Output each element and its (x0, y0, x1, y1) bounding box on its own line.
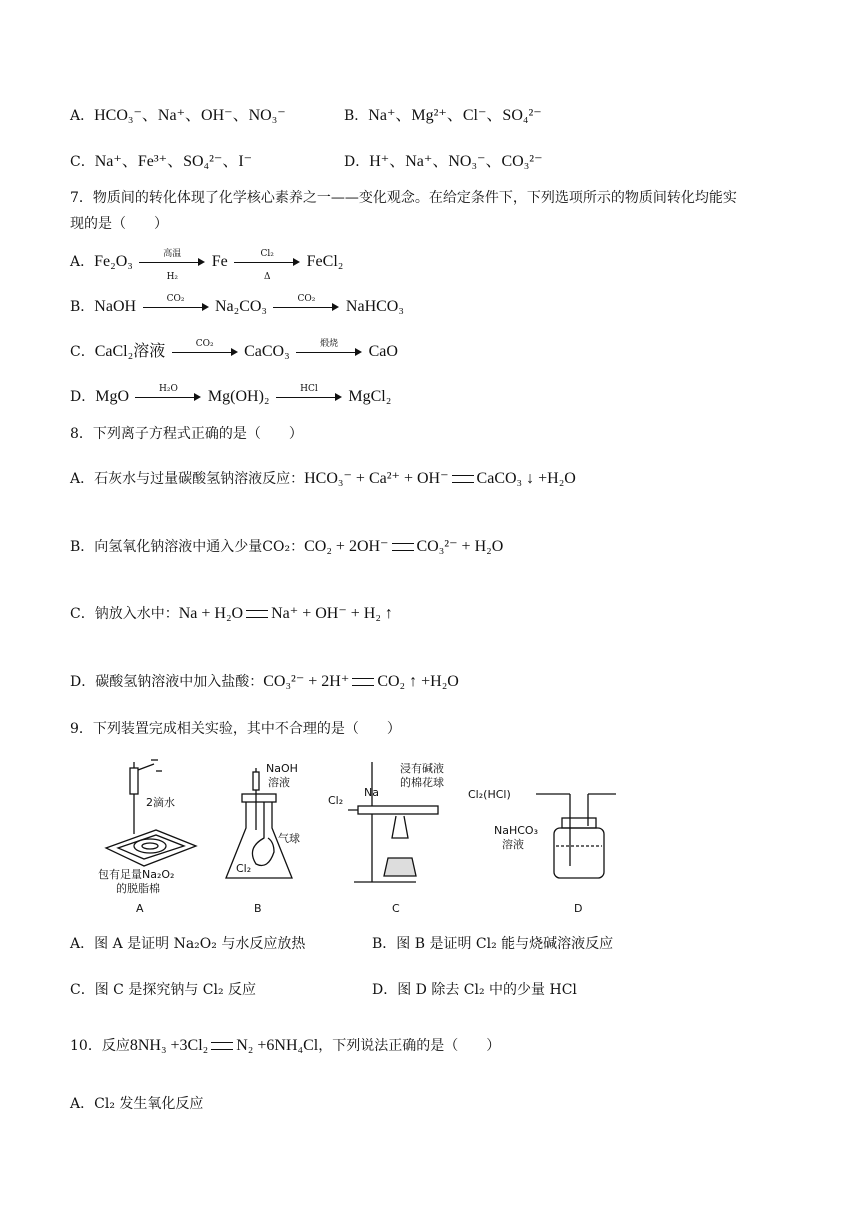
a-water-label: 2滴水 (146, 796, 175, 809)
q6-option-a-ions: HCO₃⁻、Na⁺、OH⁻、NO₃⁻ (94, 107, 286, 124)
q6-option-b: B．Na⁺、Mg²⁺、Cl⁻、SO₄²⁻ (344, 107, 542, 124)
q9-stem: 9．下列装置完成相关实验，其中不合理的是（ ） (70, 721, 401, 737)
equals-sign (246, 610, 268, 618)
q10-option-a: A．Cl₂ 发生氧化反应 (70, 1096, 204, 1112)
q8-option-d: D．碳酸氢钠溶液中加入盐酸：CO₃²⁻ + 2H⁺ CO₂ ↑ +H₂O (70, 673, 459, 690)
d-solution-label-2: 溶液 (502, 838, 524, 851)
q10-stem: 10．反应8NH₃ +3Cl₂ N₂ +6NH₄Cl，下列说法正确的是（ ） (70, 1037, 501, 1054)
q8-option-b: B．向氢氧化钠溶液中通入少量CO₂：CO₂ + 2OH⁻ CO₃²⁻ + H₂O (70, 538, 504, 555)
c-metal-label: Na (364, 786, 379, 799)
equals-sign (211, 1042, 233, 1050)
q9-apparatus-figure (96, 758, 636, 916)
d-gas-label: Cl₂(HCl) (468, 788, 511, 801)
q7-option-d: D．MgO H₂O Mg(OH)₂ HCl MgCl₂ (70, 384, 392, 405)
c-cotton-label-1: 浸有碱液 (400, 762, 444, 775)
b-balloon-label: 气球 (278, 832, 300, 845)
reaction-arrow: HCl (276, 390, 342, 404)
q9-option-c: C．图 C 是探究钠与 Cl₂ 反应 (70, 982, 257, 998)
caption-c: C (392, 902, 400, 915)
b-reagent-label-2: 溶液 (268, 776, 290, 789)
c-gas-label: Cl₂ (328, 794, 344, 807)
apparatus-a (98, 760, 196, 915)
q6-option-b-ions: Na⁺、Mg²⁺、Cl⁻、SO₄²⁻ (368, 107, 542, 124)
q6-option-c: C．Na⁺、Fe³⁺、SO₄²⁻、I⁻ (70, 153, 253, 170)
reaction-arrow: $\frac{\text{Cl₂}}{\Delta}$ (234, 255, 300, 269)
q6-option-a: A．HCO₃⁻、Na⁺、OH⁻、NO₃⁻ (70, 107, 286, 124)
a-cotton-label-1: 包有足量Na₂O₂ (98, 868, 175, 881)
caption-a: A (136, 902, 144, 915)
q8-stem: 8．下列离子方程式正确的是（ ） (70, 426, 303, 442)
q9-option-d: D．图 D 除去 Cl₂ 中的少量 HCl (372, 982, 577, 998)
q7-option-a: A．Fe₂O₃ 高温 H₂ Fe $\frac{\text{Cl₂}}{\Delta}$ FeCl₂ (70, 249, 344, 282)
q6-option-d-ions: H⁺、Na⁺、NO₃⁻、CO₃²⁻ (369, 153, 543, 170)
q7-option-b: B．NaOH CO₂ Na₂CO₃ CO₂ NaHCO₃ (70, 294, 404, 315)
q6-option-d: D．H⁺、Na⁺、NO₃⁻、CO₃²⁻ (344, 153, 543, 170)
reaction-arrow: CO₂ (273, 300, 339, 314)
apparatus-c (328, 761, 444, 915)
apparatus-d (468, 788, 616, 915)
reaction-arrow: CO₂ (172, 345, 238, 359)
q9-option-b: B．图 B 是证明 Cl₂ 能与烧碱溶液反应 (372, 936, 614, 952)
equals-sign (452, 475, 474, 483)
q8-option-a: A．石灰水与过量碳酸氢钠溶液反应：HCO₃⁻ + Ca²⁺ + OH⁻ CaCO₃ ↓ +H₂O (70, 470, 576, 487)
equals-sign (392, 543, 414, 551)
q7-stem-line2: 现的是（ ） (70, 216, 168, 232)
caption-b: B (254, 902, 262, 915)
d-solution-label-1: NaHCO₃ (494, 824, 538, 837)
q7-stem-line1: 7．物质间的转化体现了化学核心素养之一——变化观念。在给定条件下，下列选项所示的物质间转化均能实 (70, 190, 737, 206)
q6-option-c-ions: Na⁺、Fe³⁺、SO₄²⁻、I⁻ (94, 153, 253, 170)
apparatus-b (226, 762, 300, 915)
b-gas-label: Cl₂ (236, 862, 252, 875)
caption-d: D (574, 902, 583, 915)
a-cotton-label-2: 的脱脂棉 (116, 882, 160, 895)
reaction-arrow: H₂O (135, 390, 201, 404)
q7-option-c: C．CaCl₂溶液 CO₂ CaCO₃ 煅烧 CaO (70, 339, 398, 360)
q9-option-a: A．图 A 是证明 Na₂O₂ 与水反应放热 (70, 936, 306, 952)
reaction-arrow: CO₂ (143, 300, 209, 314)
c-cotton-label-2: 的棉花球 (400, 776, 444, 789)
q8-option-c: C．钠放入水中：Na + H₂O Na⁺ + OH⁻ + H₂ ↑ (70, 605, 393, 622)
equals-sign (352, 678, 374, 686)
reaction-arrow: 高温 H₂ (139, 255, 205, 269)
b-reagent-label-1: NaOH (266, 762, 298, 775)
reaction-arrow: 煅烧 (296, 345, 362, 359)
